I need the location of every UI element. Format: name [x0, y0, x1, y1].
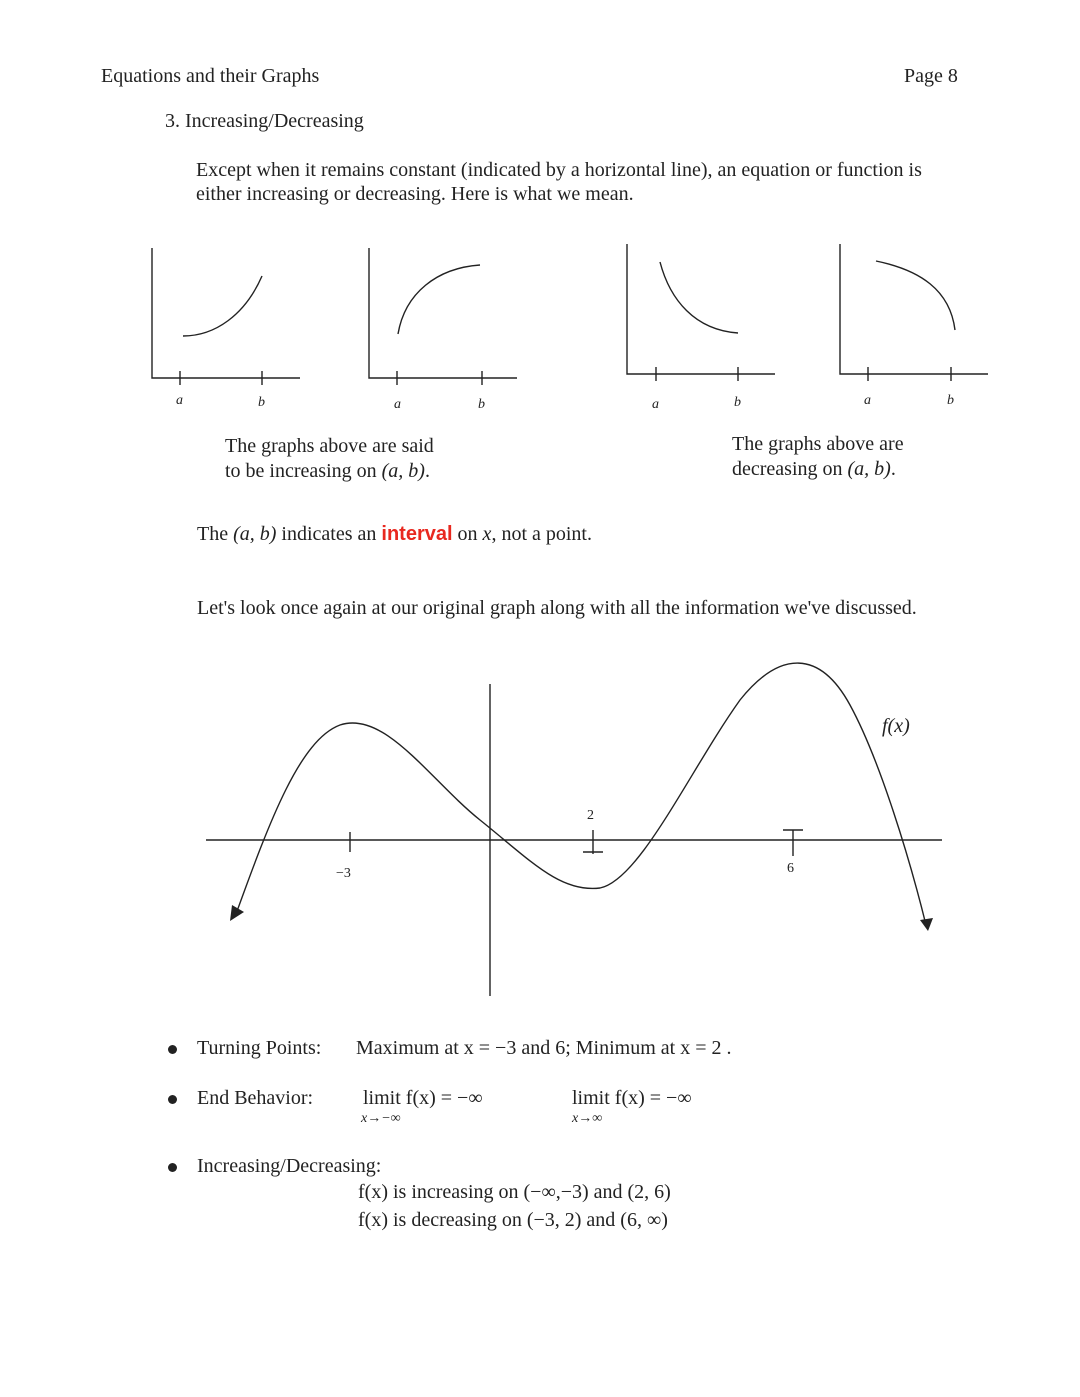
graph2-label-b: b: [478, 397, 485, 412]
graph1-label-b: b: [258, 395, 265, 410]
interval-note: The (a, b) indicates an interval on x, not a point.: [197, 523, 592, 545]
graph-increasing-concave-down: [369, 248, 517, 385]
section-heading: 3. Increasing/Decreasing: [165, 110, 364, 132]
document-title: Equations and their Graphs: [101, 65, 320, 87]
graph-decreasing-concave-up: [627, 244, 775, 381]
tick-label-neg3: −3: [336, 866, 351, 881]
page-number: Page 8: [904, 65, 958, 87]
bullet: [168, 1045, 177, 1054]
graph-decreasing-concave-down: [840, 244, 988, 381]
caption-decreasing-line-2: decreasing on (a, b).: [732, 458, 896, 480]
increasing-statement: f(x) is increasing on (−∞,−3) and (2, 6): [358, 1181, 671, 1203]
graph4-label-b: b: [947, 393, 954, 408]
intro-line-1: Except when it remains constant (indicated by a horizontal line), an equation or function is: [196, 159, 922, 181]
function-curve: [236, 663, 926, 925]
graph-increasing-concave-up: [152, 248, 300, 385]
caption-increasing-line-2: to be increasing on (a, b).: [225, 460, 430, 482]
bullet: [168, 1095, 177, 1104]
left-arrowhead: [230, 905, 244, 921]
right-arrowhead: [920, 918, 933, 931]
decreasing-statement: f(x) is decreasing on (−3, 2) and (6, ∞): [358, 1209, 668, 1231]
left-limit: limit f(x) = −∞: [363, 1087, 483, 1109]
interval-expression: (a, b): [847, 458, 891, 480]
recap-text: Let's look once again at our original graph along with all the information we've discussed.: [197, 597, 917, 619]
function-label: f(x): [882, 715, 910, 737]
right-limit-subscript: x→∞: [572, 1111, 603, 1126]
turning-points-value: Maximum at x = −3 and 6; Minimum at x = 2 .: [356, 1037, 732, 1059]
bullet: [168, 1163, 177, 1172]
incdec-label: Increasing/Decreasing:: [197, 1155, 382, 1177]
graph3-label-a: a: [652, 397, 659, 412]
graph1-label-a: a: [176, 393, 183, 408]
interval-highlight: interval: [381, 523, 453, 545]
right-limit: limit f(x) = −∞: [572, 1087, 692, 1109]
caption-decreasing-line-1: The graphs above are: [732, 433, 904, 455]
end-behavior-label: End Behavior:: [197, 1087, 314, 1109]
caption-increasing-line-1: The graphs above are said: [225, 435, 434, 457]
left-limit-subscript: x→−∞: [361, 1111, 401, 1126]
intro-line-2: either increasing or decreasing. Here is what we mean.: [196, 183, 634, 205]
small-graphs: [0, 0, 1080, 420]
main-graph: [0, 640, 1080, 1010]
graph4-label-a: a: [864, 393, 871, 408]
tick-label-2: 2: [587, 808, 594, 823]
interval-expression: (a, b): [381, 460, 425, 482]
tick-label-6: 6: [787, 861, 794, 876]
graph3-label-b: b: [734, 395, 741, 410]
turning-points-label: Turning Points:: [197, 1037, 322, 1059]
graph2-label-a: a: [394, 397, 401, 412]
